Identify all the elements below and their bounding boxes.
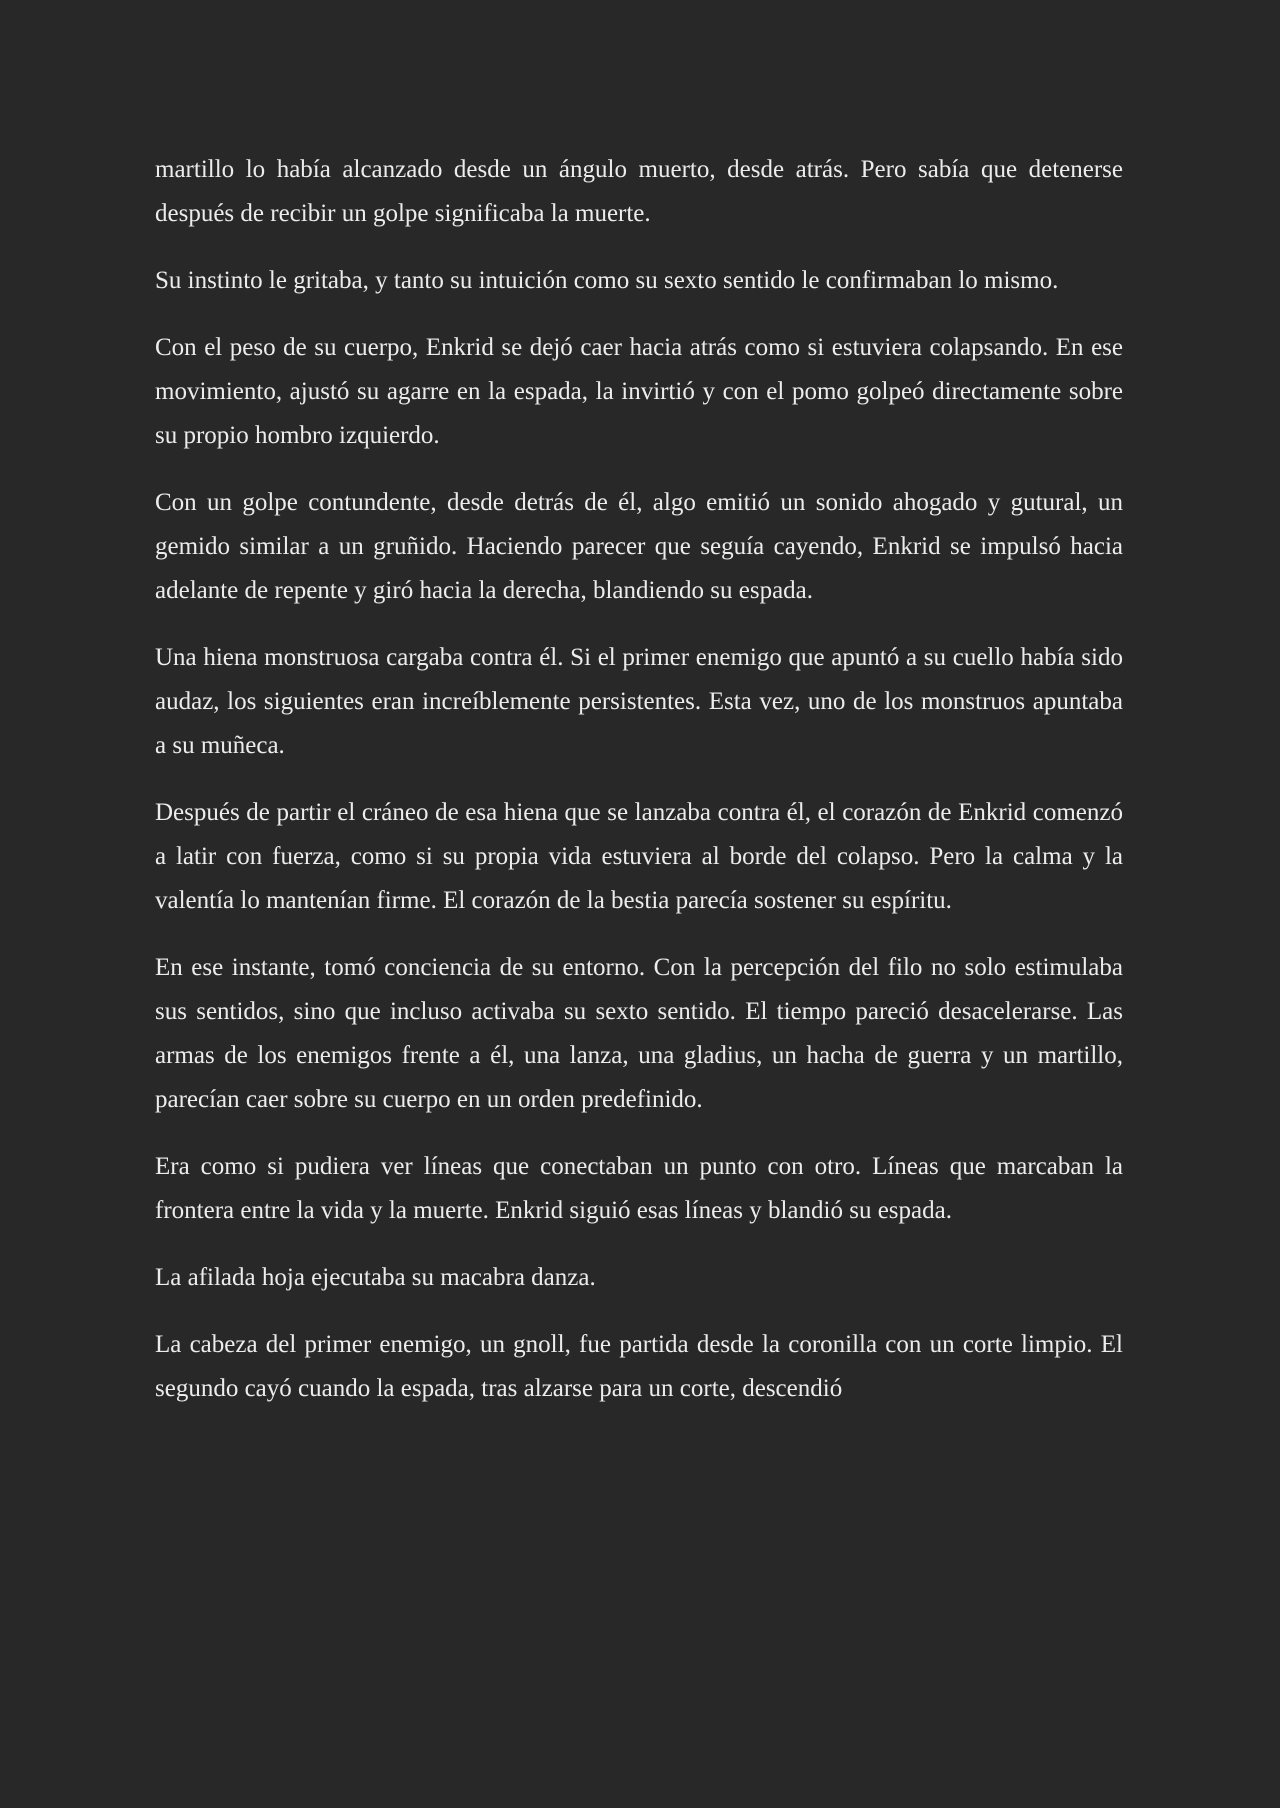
paragraph-3: Con el peso de su cuerpo, Enkrid se dejó caer hacia atrás como si estuviera colapsando. En ese movimiento, ajustó su agarre en la espada, la invirtió y con el pomo golpeó directamente sobre su propio hombro izquierdo.	[155, 334, 1123, 449]
paragraph-7: En ese instante, tomó conciencia de su entorno. Con la percepción del filo no solo estimulaba sus sentidos, sino que incluso activaba su sexto sentido. El tiempo pareció desacelerarse. Las armas de los enemigos frente a él, una lanza, una gladius, un hacha de guerra y un martillo, parecían caer sobre su cuerpo en un orden predefinido.	[155, 954, 1123, 1113]
paragraph-9: La afilada hoja ejecutaba su macabra danza.	[155, 1264, 596, 1291]
document-page	[155, 148, 1123, 1434]
paragraph-6: Después de partir el cráneo de esa hiena que se lanzaba contra él, el corazón de Enkrid comenzó a latir con fuerza, como si su propia vida estuviera al borde del colapso. Pero la calma y la valentía lo mantenían firme. El corazón de la bestia parecía sostener su espíritu.	[155, 799, 1123, 914]
paragraph-1: martillo lo había alcanzado desde un ángulo muerto, desde atrás. Pero sabía que detenerse después de recibir un golpe significaba la muerte.	[155, 156, 1123, 227]
paragraph-8: Era como si pudiera ver líneas que conectaban un punto con otro. Líneas que marcaban la frontera entre la vida y la muerte. Enkrid siguió esas líneas y blandió su espada.	[155, 1153, 1123, 1224]
paragraph-2: Su instinto le gritaba, y tanto su intuición como su sexto sentido le confirmaban lo mismo.	[155, 267, 1059, 294]
paragraph-4: Con un golpe contundente, desde detrás de él, algo emitió un sonido ahogado y gutural, un gemido similar a un gruñido. Haciendo parecer que seguía cayendo, Enkrid se impulsó hacia adelante de repente y giró hacia la derecha, blandiendo su espada.	[155, 489, 1123, 604]
paragraph-10: La cabeza del primer enemigo, un gnoll, fue partida desde la coronilla con un corte limpio. El segundo cayó cuando la espada, tras alzarse para un corte, descendió	[155, 1331, 1123, 1402]
paragraph-5: Una hiena monstruosa cargaba contra él. Si el primer enemigo que apuntó a su cuello había sido audaz, los siguientes eran increíblemente persistentes. Esta vez, uno de los monstruos apuntaba a su muñeca.	[155, 644, 1123, 759]
